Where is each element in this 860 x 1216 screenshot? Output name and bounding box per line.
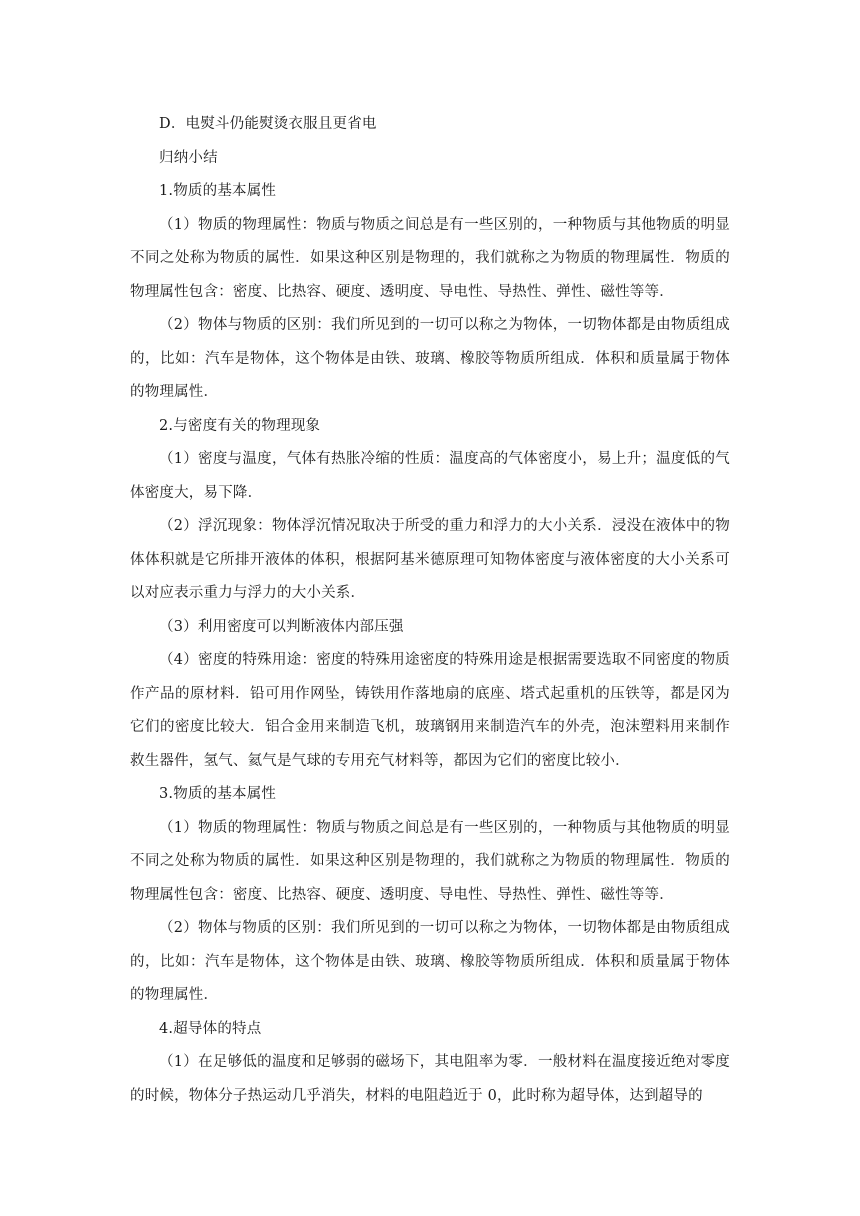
section-4-title: 4.超导体的特点 <box>159 1020 262 1037</box>
section-3-title: 3.物质的基本属性 <box>159 786 277 802</box>
section-1-title: 1.物质的基本属性 <box>159 183 277 199</box>
section-1-paragraph-2: （2）物体与物质的区别：我们所见到的一切可以称之为物体，一切物体都是由物质组成的，比如：汽车是物体，这个物体是由铁、玻璃、橡胶等物质所组成．体积和质量属于物体的物理属性． <box>130 317 730 400</box>
section-2-paragraph-1: （1）密度与温度，气体有热胀冷缩的性质：温度高的气体密度小，易上升；温度低的气体密度大，易下降． <box>130 451 730 501</box>
section-2-paragraph-3: （3）利用密度可以判断液体内部压强 <box>159 618 404 635</box>
option-d: D．电熨斗仍能熨烫衣服且更省电 <box>159 116 377 132</box>
section-4-paragraph-1: （1）在足够低的温度和足够弱的磁场下，其电阻率为零．一般材料在温度接近绝对零度的时候，物体分子热运动几乎消失，材料的电阻趋近于 0，此时称为超导体，达到超导的 <box>130 1054 730 1104</box>
section-3-paragraph-1: （1）物质的物理属性：物质与物质之间总是有一些区别的，一种物质与其他物质的明显不同之处称为物质的属性．如果这种区别是物理的，我们就称之为物质的物理属性．物质的物理属性包含：密度、比热容、硬度、透明度、导电性、导热性、弹性、磁性等等． <box>130 819 730 903</box>
summary-title: 归纳小结 <box>159 149 218 166</box>
section-2-title: 2.与密度有关的物理现象 <box>159 417 321 434</box>
section-2-paragraph-2: （2）浮沉现象：物体浮沉情况取决于所受的重力和浮力的大小关系．浸没在液体中的物体体积就是它所排开液体的体积，根据阿基米德原理可知物体密度与液体密度的大小关系可以对应表示重力与浮力的大小关系． <box>130 518 730 601</box>
section-2-paragraph-4: （4）密度的特殊用途：密度的特殊用途密度的特殊用途是根据需要选取不同密度的物质作产品的原材料．铅可用作网坠，铸铁用作落地扇的底座、塔式起重机的压铁等，都是冈为它们的密度比较大．铝合金用来制造飞机，玻璃钢用来制造汽车的外壳，泡沫塑料用来制作救生器件，氢气、氦气是气球的专用充气材料等，都因为它们的密度比较小． <box>130 652 730 769</box>
section-1-paragraph-1: （1）物质的物理属性：物质与物质之间总是有一些区别的，一种物质与其他物质的明显不同之处称为物质的属性．如果这种区别是物理的，我们就称之为物质的物理属性．物质的物理属性包含：密度、比热容、硬度、透明度、导电性、导热性、弹性、磁性等等． <box>130 216 730 300</box>
section-3-paragraph-2: （2）物体与物质的区别：我们所见到的一切可以称之为物体，一切物体都是由物质组成的，比如：汽车是物体，这个物体是由铁、玻璃、橡胶等物质所组成．体积和质量属于物体的物理属性． <box>130 920 730 1003</box>
